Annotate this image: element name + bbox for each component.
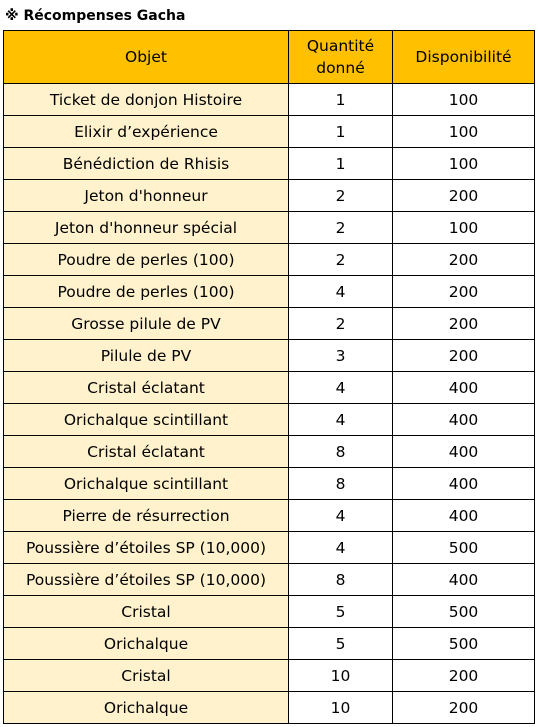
cell-disponibilite: 400 [393,404,535,436]
cell-objet: Orichalque scintillant [4,468,289,500]
table-row [4,596,535,628]
table-row [4,308,535,340]
cell-objet: Bénédiction de Rhisis [4,148,289,180]
cell-disponibilite: 200 [393,308,535,340]
cell-objet: Ticket de donjon Histoire [4,84,289,116]
cell-objet: Orichalque scintillant [4,404,289,436]
cell-quantite: 10 [289,660,393,692]
column-header-objet: Objet [4,31,289,84]
cell-quantite: 10 [289,692,393,724]
cell-quantite: 3 [289,340,393,372]
table-row [4,276,535,308]
cell-objet: Poudre de perles (100) [4,244,289,276]
cell-disponibilite: 400 [393,436,535,468]
table-row [4,692,535,724]
cell-objet: Poussière d’étoiles SP (10,000) [4,564,289,596]
cell-disponibilite: 100 [393,212,535,244]
table-row [4,180,535,212]
table-row [4,628,535,660]
cell-disponibilite: 100 [393,116,535,148]
cell-quantite: 5 [289,628,393,660]
cell-disponibilite: 200 [393,340,535,372]
cell-objet: Grosse pilule de PV [4,308,289,340]
cell-quantite: 2 [289,180,393,212]
cell-quantite: 2 [289,244,393,276]
table-row [4,436,535,468]
cell-quantite: 8 [289,436,393,468]
cell-disponibilite: 400 [393,468,535,500]
table-row [4,404,535,436]
cell-disponibilite: 200 [393,276,535,308]
cell-quantite: 1 [289,148,393,180]
cell-quantite: 8 [289,564,393,596]
quantite-header-line1: Quantité [306,37,375,55]
cell-objet: Poudre de perles (100) [4,276,289,308]
cell-objet: Jeton d'honneur [4,180,289,212]
page-title: ※ Récompenses Gacha [5,8,186,24]
cell-disponibilite: 400 [393,564,535,596]
column-header-disponibilite: Disponibilité [393,31,535,84]
table-row [4,84,535,116]
table-header-row [4,31,535,84]
table-row [4,148,535,180]
table-row [4,564,535,596]
table-row [4,372,535,404]
table-row [4,532,535,564]
cell-quantite: 4 [289,404,393,436]
cell-quantite: 8 [289,468,393,500]
cell-objet: Orichalque [4,628,289,660]
cell-disponibilite: 400 [393,372,535,404]
table-row [4,116,535,148]
table-row [4,244,535,276]
table-row [4,468,535,500]
cell-objet: Cristal éclatant [4,372,289,404]
cell-disponibilite: 500 [393,628,535,660]
table-row [4,340,535,372]
cell-objet: Poussière d’étoiles SP (10,000) [4,532,289,564]
table-row [4,660,535,692]
column-header-quantite [289,31,393,84]
cell-disponibilite: 200 [393,660,535,692]
cell-quantite: 2 [289,308,393,340]
quantite-header-line2: donné [316,59,365,77]
cell-disponibilite: 200 [393,180,535,212]
cell-disponibilite: 200 [393,692,535,724]
cell-objet: Pilule de PV [4,340,289,372]
cell-objet: Cristal [4,660,289,692]
cell-objet: Pierre de résurrection [4,500,289,532]
rewards-table [3,30,535,724]
cell-objet: Jeton d'honneur spécial [4,212,289,244]
cell-disponibilite: 100 [393,148,535,180]
cell-objet: Elixir d’expérience [4,116,289,148]
cell-quantite: 4 [289,372,393,404]
table-row [4,212,535,244]
cell-disponibilite: 500 [393,596,535,628]
cell-disponibilite: 200 [393,244,535,276]
cell-quantite: 4 [289,532,393,564]
cell-quantite: 2 [289,212,393,244]
cell-objet: Cristal [4,596,289,628]
cell-quantite: 5 [289,596,393,628]
cell-quantite: 1 [289,116,393,148]
cell-disponibilite: 100 [393,84,535,116]
cell-objet: Cristal éclatant [4,436,289,468]
cell-disponibilite: 400 [393,500,535,532]
cell-quantite: 4 [289,276,393,308]
table-body [4,84,535,724]
cell-quantite: 4 [289,500,393,532]
table-row [4,500,535,532]
cell-disponibilite: 500 [393,532,535,564]
cell-quantite: 1 [289,84,393,116]
cell-objet: Orichalque [4,692,289,724]
